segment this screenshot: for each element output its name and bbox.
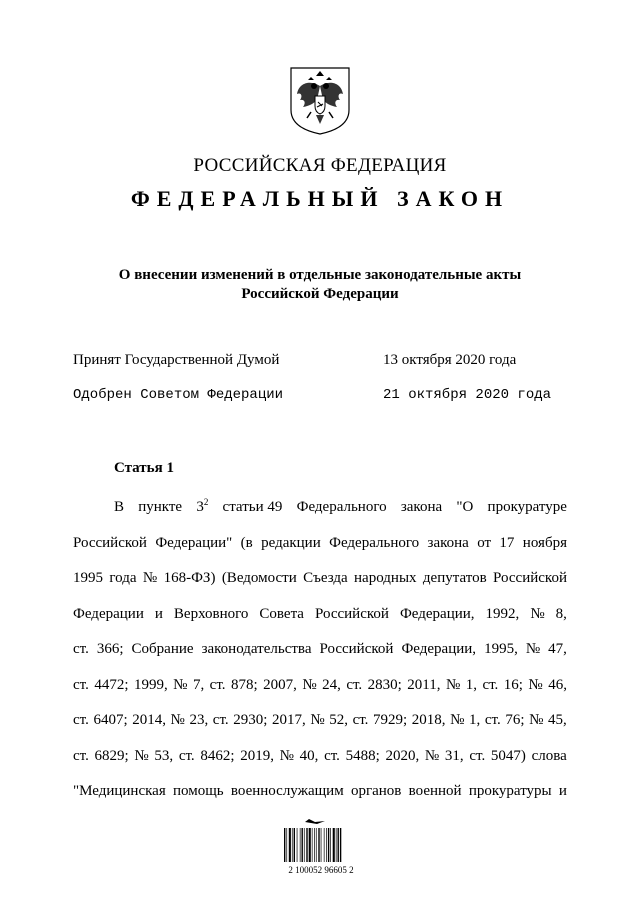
word: № bbox=[170, 712, 185, 728]
superscript: 2 bbox=[203, 497, 209, 507]
word: (в bbox=[240, 534, 253, 551]
word: № bbox=[528, 676, 543, 693]
word: 52, bbox=[329, 712, 348, 728]
word: Федерации, bbox=[399, 605, 475, 622]
word: № bbox=[142, 570, 158, 586]
word: 8462; bbox=[200, 747, 235, 764]
word: народных bbox=[354, 570, 417, 586]
word: ст. bbox=[346, 676, 363, 693]
word: № bbox=[450, 712, 465, 728]
word: № bbox=[173, 676, 188, 693]
approved-date: 21 октября 2020 года bbox=[383, 387, 552, 403]
word: Съезда bbox=[303, 570, 348, 586]
word: 6407; bbox=[93, 712, 128, 728]
word: ст. bbox=[469, 747, 486, 764]
law-title-line: Российской Федерации bbox=[241, 286, 399, 302]
word: 168-ФЗ) bbox=[163, 570, 216, 586]
word: В bbox=[114, 499, 125, 515]
article-line bbox=[73, 668, 567, 704]
word: законодательства bbox=[201, 641, 312, 657]
word: прокуратуре bbox=[487, 499, 567, 515]
article-line bbox=[73, 739, 567, 775]
article-line bbox=[73, 526, 567, 562]
word: 40, bbox=[299, 747, 319, 764]
word: года bbox=[109, 570, 137, 586]
word: № bbox=[424, 747, 440, 764]
word: 24, bbox=[322, 676, 341, 693]
word: ст. bbox=[209, 676, 226, 693]
word: 1995, bbox=[484, 641, 518, 657]
word: 5488; bbox=[345, 747, 380, 764]
word: прокуратуры bbox=[468, 783, 552, 799]
word: 2017, bbox=[272, 712, 306, 728]
document-type: ФЕДЕРАЛЬНЫЙ ЗАКОН bbox=[130, 186, 510, 211]
word: 1992, bbox=[485, 605, 520, 622]
word: редакции bbox=[261, 534, 321, 551]
word: Совета bbox=[259, 605, 304, 622]
word: 53, bbox=[154, 747, 174, 764]
word: депутатов bbox=[422, 570, 487, 586]
word: 76; bbox=[505, 712, 525, 728]
law-title bbox=[0, 266, 640, 304]
word: 31, bbox=[444, 747, 464, 764]
adopted-by-label: Принят Государственной Думой bbox=[73, 352, 280, 368]
article-line bbox=[73, 597, 567, 633]
word: 2830; bbox=[367, 676, 402, 693]
article-heading: Статья 1 bbox=[114, 460, 174, 476]
word bbox=[196, 490, 208, 526]
paragraph-number: 3 bbox=[196, 499, 204, 515]
word: ст. bbox=[484, 712, 501, 728]
word: № bbox=[279, 747, 294, 764]
article-line bbox=[73, 490, 567, 526]
word: 2018, bbox=[411, 712, 446, 728]
word: 17 bbox=[499, 534, 515, 551]
word: помощь bbox=[173, 783, 224, 799]
word: № bbox=[529, 712, 544, 728]
word: № bbox=[530, 605, 545, 622]
barcode-number: 2 100052 96605 2 bbox=[288, 865, 354, 875]
word: 45, bbox=[548, 712, 567, 728]
word: № bbox=[302, 676, 317, 693]
word: ст. bbox=[352, 712, 369, 728]
word: пункте bbox=[138, 499, 183, 515]
word: 7929; bbox=[373, 712, 408, 728]
word: Российской bbox=[493, 570, 567, 586]
word: Федерации bbox=[73, 605, 144, 622]
article-body bbox=[73, 490, 567, 810]
country-name: РОССИЙСКАЯ ФЕДЕРАЦИЯ bbox=[193, 155, 447, 176]
approved-by-label: Одобрен Советом Федерации bbox=[73, 387, 284, 403]
word: 2011, bbox=[407, 676, 441, 693]
word: № bbox=[525, 641, 541, 657]
word: Федерации, bbox=[401, 641, 477, 657]
word: слова bbox=[531, 747, 567, 764]
barcode bbox=[283, 818, 357, 864]
word: Верховного bbox=[173, 605, 249, 622]
word: 5047) bbox=[490, 747, 526, 764]
word: 6829; bbox=[94, 747, 129, 764]
word: № bbox=[134, 747, 149, 764]
article-line bbox=[73, 703, 567, 739]
word: статьи 49 bbox=[222, 499, 283, 515]
word: ст. bbox=[73, 641, 89, 657]
word: 2014, bbox=[132, 712, 166, 728]
word: ст. bbox=[178, 747, 195, 764]
word: 878; bbox=[230, 676, 258, 693]
word: Собрание bbox=[131, 641, 194, 657]
word: 2930; bbox=[233, 712, 268, 728]
adopted-date: 13 октября 2020 года bbox=[383, 352, 517, 368]
word: 2007, bbox=[263, 676, 297, 693]
word: закона bbox=[400, 499, 443, 515]
word: 2020, bbox=[385, 747, 420, 764]
word: 47, bbox=[548, 641, 567, 657]
word: ст. bbox=[73, 676, 89, 693]
word: ст. bbox=[324, 747, 340, 764]
word: 366; bbox=[96, 641, 124, 657]
word: 2019, bbox=[240, 747, 274, 764]
word: 8, bbox=[555, 605, 567, 622]
word: органов bbox=[350, 783, 402, 799]
article-line bbox=[73, 632, 567, 668]
word: "Медицинская bbox=[73, 783, 166, 799]
word: Российской bbox=[314, 605, 389, 622]
word: Российской bbox=[319, 641, 394, 657]
word: "О bbox=[456, 499, 474, 515]
word: военной bbox=[408, 783, 462, 799]
word: и bbox=[154, 605, 163, 622]
word: ст. bbox=[482, 676, 499, 693]
article-line bbox=[73, 561, 567, 597]
word: ст. bbox=[73, 747, 89, 764]
word: Российской bbox=[73, 534, 147, 551]
law-title-line: О внесении изменений в отдельные законодательные акты bbox=[118, 267, 522, 283]
word: 7, bbox=[192, 676, 205, 693]
article-line bbox=[73, 774, 567, 810]
word: 23, bbox=[189, 712, 209, 728]
word: (Ведомости bbox=[221, 570, 297, 586]
word: ст. bbox=[212, 712, 229, 728]
word: от bbox=[477, 534, 492, 551]
word: 1, bbox=[465, 676, 477, 693]
word: 46, bbox=[548, 676, 567, 693]
coat-of-arms-emblem bbox=[289, 66, 351, 136]
word: закона bbox=[427, 534, 469, 551]
word: военнослужащим bbox=[230, 783, 344, 799]
word: 16; bbox=[503, 676, 523, 693]
word: 1999, bbox=[133, 676, 168, 693]
word: 4472; bbox=[94, 676, 129, 693]
word: 1995 bbox=[73, 570, 103, 586]
word: № bbox=[310, 712, 325, 728]
word: ноября bbox=[522, 534, 567, 551]
word: Федерального bbox=[296, 499, 387, 515]
word: и bbox=[558, 783, 567, 799]
word: 1, bbox=[469, 712, 481, 728]
word: № bbox=[445, 676, 461, 693]
word: Федерального bbox=[329, 534, 420, 551]
word: ст. bbox=[73, 712, 89, 728]
word: Федерации" bbox=[155, 534, 233, 551]
